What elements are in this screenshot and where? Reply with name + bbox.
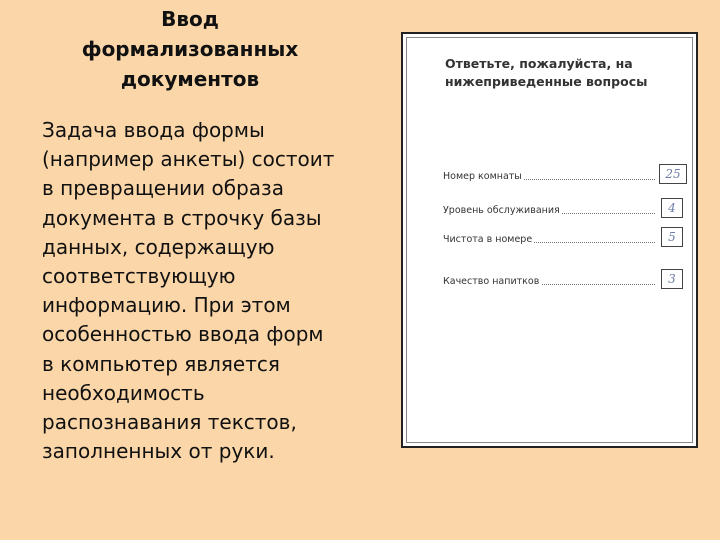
answer-box: 25: [659, 164, 687, 184]
questionnaire-form-image: [401, 32, 698, 448]
body-line: соответствующую: [42, 264, 236, 289]
body-line: данных, содержащую: [42, 234, 275, 259]
slide-title: [40, 4, 340, 94]
answer-box: 5: [661, 227, 683, 247]
body-line: (например анкеты) состоит: [42, 147, 335, 172]
body-line: информацию. При этом: [42, 293, 291, 318]
body-line: необходимость: [42, 380, 205, 405]
form-question-service-level: [443, 196, 683, 218]
body-line: документа в строчку базы: [42, 205, 322, 230]
question-label: Уровень обслуживания: [443, 205, 560, 216]
question-label: Номер комнаты: [443, 171, 522, 182]
slide-body-text: [42, 116, 382, 466]
question-label: Качество напитков: [443, 276, 540, 287]
form-question-room-number: [443, 162, 683, 184]
body-line: Задача ввода формы: [42, 118, 265, 142]
form-question-drinks-quality: [443, 267, 683, 289]
slide-title-line: формализованных: [81, 37, 299, 61]
slide-title-line: Ввод: [161, 7, 219, 31]
form-heading-line: нижеприведенные вопросы: [445, 74, 648, 89]
body-line: особенностью ввода форм: [42, 322, 324, 347]
form-heading-line: Ответьте, пожалуйста, на: [445, 56, 633, 71]
slide-title-line: документов: [120, 67, 260, 91]
body-line: заполненных от руки.: [42, 439, 275, 464]
body-line: в компьютер является: [42, 351, 280, 376]
question-label: Чистота в номере: [443, 234, 533, 245]
form-question-room-cleanliness: [443, 225, 683, 247]
form-heading: [445, 55, 675, 91]
body-line: в превращении образа: [42, 176, 284, 201]
body-line: распознавания текстов,: [42, 410, 297, 435]
answer-box: 3: [661, 269, 683, 289]
answer-box: 4: [661, 198, 683, 218]
